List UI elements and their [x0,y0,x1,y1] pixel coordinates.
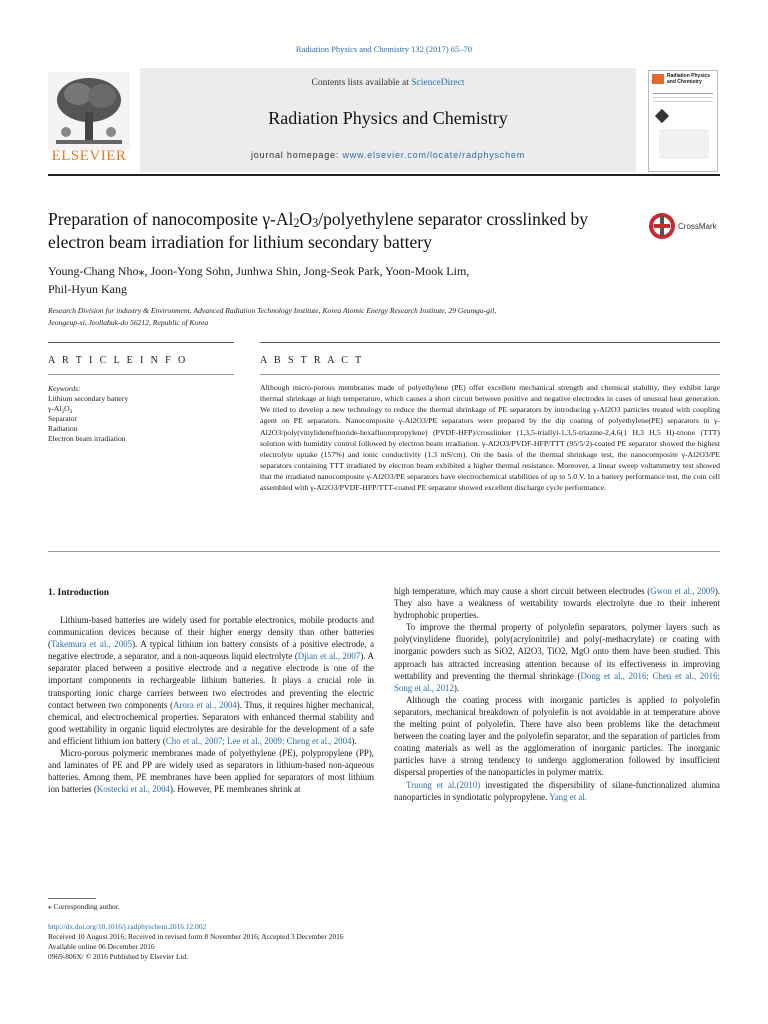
journal-cover-thumbnail [648,70,718,172]
paragraph: high temperature, which may cause a short circuit between electrodes (Gwon et al., 2009). They also have a weakness of wettability towards electrolyte due to their inherent hydrophobic properties. [394,586,720,621]
right-column [394,585,720,803]
cover-title: Radiation Physics and Chemistry [667,73,711,85]
left-column [48,614,374,795]
journal-masthead [140,68,636,172]
journal-header [48,68,720,172]
contents-line: Contents lists available at ScienceDirect [311,78,465,88]
reference-link[interactable]: Takemura et al., 2005 [50,639,133,650]
online-date: Available online 06 December 2016 [48,942,155,951]
article-info-top-rule [48,342,234,343]
footnote: ⁎ Corresponding author. [48,902,120,911]
reference-link[interactable]: Cho et al., 2007; Lee et al., 2009; Cheng et al., 2004 [165,735,352,746]
abstract-bottom-rule [48,551,720,552]
copyright: 0969-806X/ © 2016 Published by Elsevier Ltd. [48,952,189,961]
journal-name: Radiation Physics and Chemistry [268,108,508,128]
received-dates: Received 10 August 2016; Received in revised form 8 November 2016; Accepted 3 December 2016 [48,932,344,941]
reference-link[interactable]: Djian et al., 2007 [297,651,361,662]
reference-link[interactable]: Yang et al. [549,791,588,802]
journal-citation[interactable]: Radiation Physics and Chemistry 132 (2017) 65–70 [295,44,473,54]
crossmark-badge[interactable] [648,212,728,244]
cover-graphic [655,109,669,123]
cover-logo-block [652,74,664,84]
keyword: Separator [48,414,78,423]
paragraph: Truong et al.(2010) investigated the dispersibility of silane-functionalized alumina nanoparticles in syndiotatic polypropylene. Yang et al. [394,779,720,802]
author-list [48,262,668,298]
authors-line2[interactable]: Phil-Hyun Kang [48,282,127,296]
article-title: Preparation of nanocomposite $\gamma-Al_2O_3$/polyethylene separator crosslinked by electron beam irradiation for lithium secondary battery [48,209,588,252]
keyword: Lithium secondary battery [48,394,129,403]
journal-homepage: journal homepage: www.elsevier.com/locate/radphyschem [250,150,526,160]
keywords-label: Keywords: [48,384,81,393]
keyword: $\gamma-Al_2O_3$ [48,404,73,415]
header-rule [48,174,720,176]
authors-line1[interactable]: Young-Chang Nho⁎, Joon-Yong Sohn, Junhwa Shin, Jong-Seok Park, Yoon-Mook Lim, [48,264,470,278]
reference-link[interactable]: Gwon et al., 2009 [650,586,715,596]
affiliation: Research Division for industry & Environment, Advanced Radiation Technology Institute, Korea Atomic Energy Research Institute, 29 Geumgu-gil, Jeongeup-si, Jeollabuk-do 56212, Republic of Korea [48,306,497,327]
paragraph: Micro-porous polymeric membranes made of polyethylene (PE), polypropylene (PP), and laminates of PE and PP are widely used as separators in lithium-based non-aqueous batteries. Among them, PE membranes have been applied for separators of most lithium ion batteries (Kostecki et al., 2004). However, PE membranes shrink at [48,748,374,795]
paragraph: Although the coating process with inorganic particles is applied to polyolefin separators, mechanical breakdown of polyolefin is not avoidable in at temperature above the melting point of polyolefin. There have also been problems like the detachment between the coating layer and the polyolefin separator, and the separation of particles from coating materials as well as the agglomeration of inorganic particles. The inorganic particles have a strong tendency to undergo agglomeration followed by insufficient dispersal properties of the nanoparticles in polymer matrix. [394,694,720,778]
crossmark-icon [648,212,676,242]
article-footer [48,922,548,962]
article-info-rule [48,374,234,375]
keyword: Electron beam irradiation [48,434,126,443]
doi-link[interactable]: http://dx.doi.org/10.1016/j.radphyschem.2016.12.002 [48,922,207,931]
sciencedirect-link[interactable]: ScienceDirect [411,78,465,88]
section-heading-introduction: 1. Introduction [48,588,110,598]
article-info-heading: A R T I C L E I N F O [48,355,188,366]
reference-link[interactable]: Truong et al.(2010) [406,779,481,790]
reference-link[interactable]: Kostecki et al., 2004 [96,784,170,795]
abstract-heading: A B S T R A C T [260,355,364,366]
crossmark-label: CrossMark [678,222,717,231]
abstract-text: Although micro-porous membranes made of polyethylene (PE) offer excellent mechanical strength and chemical stability, they exhibit large thermal shrinkage at high temperature, which causes a short circuit between positive and negative electrodes in cases of unusual heat generation. We tried to develop a new technology to reduce the thermal shrinkage of PE separators by introducing γ-Al2O3 particles treated with coupling agent on PE separators. Nanocomposite γ-Al2O3/PE separators were prepared by the dip coating of polyethylene(PE) separators in γ-Al2O3/poly(vinylidenefluoride-hexafluoropropylene) (PVDF-HFP)/crosslinker (1,3,5-triallyl-1,3,5-triazine-2,4,6(1 H,3 H,5 H)-trione (TTT) solution with humidity control followed by electron beam irradiation. γ-Al2O3/PVDF-HFP/TTT (95/5/2)-coated PE separator showed the highest electrolyte uptake (157%) and ionic conductivity (1.3 mS/cm). On the basis of the thermal shrinkage test, the nanocomposite γ-Al2O3/PE separators containing TTT irradiated by electron beam exhibited a higher thermal resistance. Moreover, a linear sweep voltammetry test showed that the irradiated nanocomposite γ-Al2O3/PE separators have electrochemical stabilities of up to 5.0 V. In a battery performance test, the coin cell assembled with γ-Al2O3/PVDF-HFP/TTT-coated PE separator showed excellent discharge cycle performance. [260,383,720,493]
paragraph: Lithium-based batteries are widely used for portable electronics, mobile products and communication devices because of their higher energy density than other batteries (Takemura et al., 2005). A typical lithium ion battery consists of a positive electrode, a negative electrode, a separator, and a non-aqueous liquid electrolyte (Djian et al., 2007). A separator placed between a positive electrode and a negative electrode is one of the important components in rechargeable lithium batteries. It plays a crucial role in transporting ionic charge carriers between two electrodes and preventing the electric contact between two components (Arora et al., 2004). Thus, it requires higher mechanical, chemical, and electrochemical properties. Separators with enhanced thermal stability and good wettability in organic liquid electrolytes are desirable for the development of a safe and efficient lithium ion battery (Cho et al., 2007; Lee et al., 2009; Cheng et al., 2004). [48,615,375,746]
abstract-rule [260,374,720,375]
elsevier-wordmark: ELSEVIER [51,148,127,164]
abstract-top-rule [260,342,720,343]
footnote-rule [48,898,96,899]
keywords-block [48,384,228,444]
keyword: Radiation [48,424,78,433]
paragraph: To improve the thermal property of polyolefin separators, polymer layers such as poly(vinylidene fluoride), poly(acrylonitrile) and poly(-methacrylate) or coating with inorganic powders such as SiO2, Al2O3, TiO2, MgO onto them have been studied. This approach has attracted increasing attention because of its effectiveness in improving wettability and preventing the thermal shrinkage (Dong et al., 2016; Chen et al., 2016; Song et al., 2012). [394,622,720,693]
reference-link[interactable]: Arora et al., 2004 [173,699,237,710]
homepage-link[interactable]: www.elsevier.com/locate/radphyschem [342,150,526,160]
reference-link[interactable]: Dong et al., 2016; Chen et al., 2016; Song et al., 2012 [394,670,720,693]
